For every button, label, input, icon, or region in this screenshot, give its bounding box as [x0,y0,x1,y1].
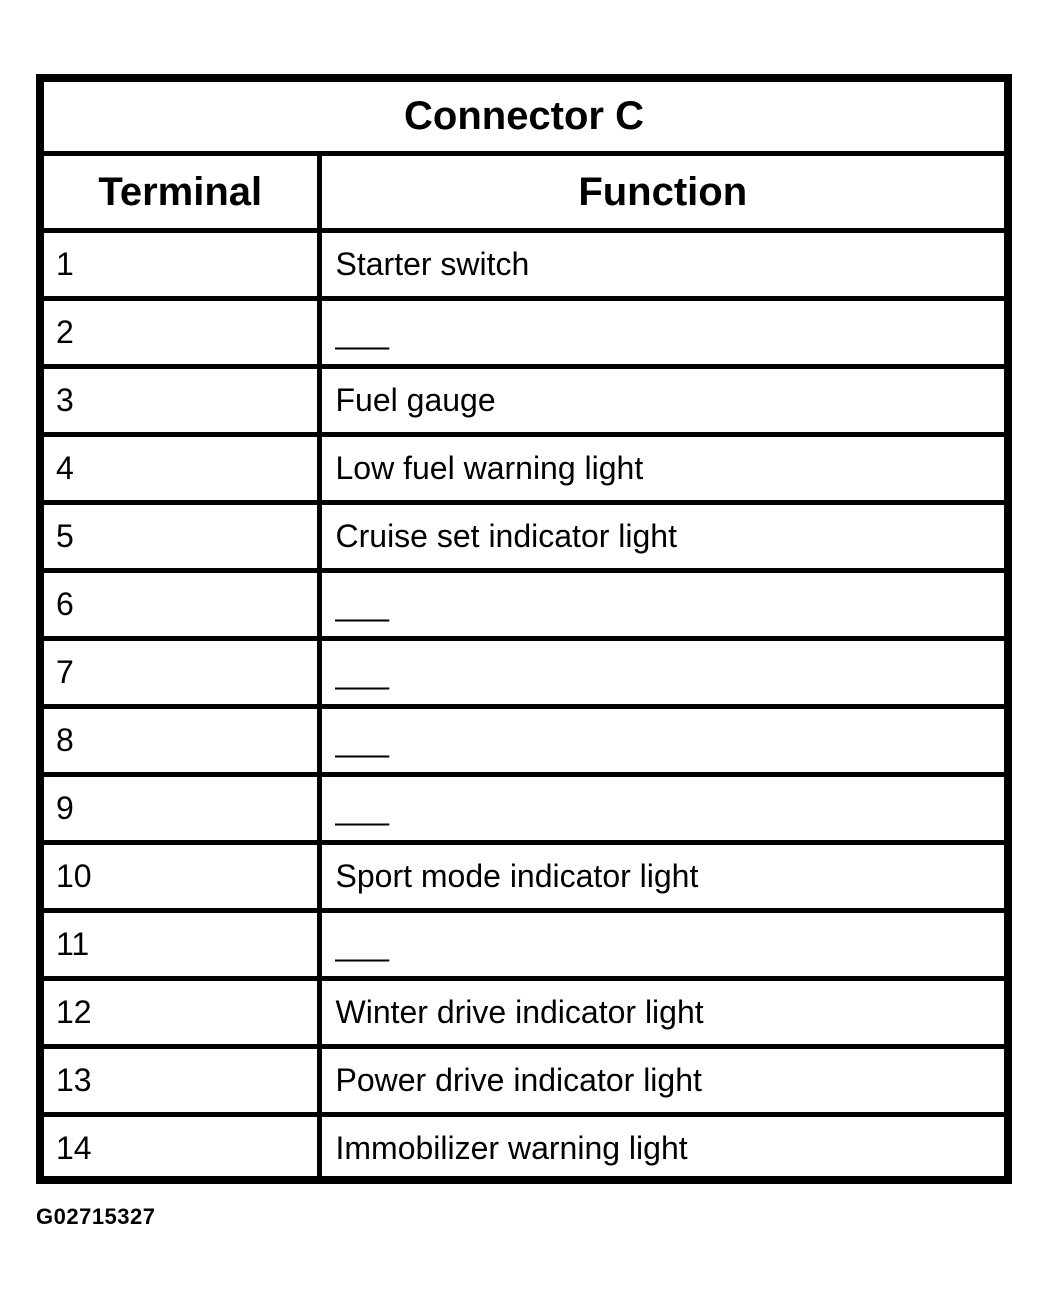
column-header-terminal: Terminal [44,154,319,231]
function-cell: Power drive indicator light [319,1047,1004,1115]
terminal-cell: 1 [44,231,319,299]
function-cell: ___ [319,911,1004,979]
table-row [44,911,1004,979]
table-row [44,1115,1004,1181]
function-cell: ___ [319,639,1004,707]
function-cell: Starter switch [319,231,1004,299]
function-cell: Immobilizer warning light [319,1115,1004,1181]
table-header-row [44,154,1004,231]
terminal-cell: 5 [44,503,319,571]
table-row [44,775,1004,843]
table-title: Connector C [44,82,1004,154]
table-row [44,435,1004,503]
connector-table-frame [36,74,1012,1184]
terminal-cell: 6 [44,571,319,639]
function-cell: Low fuel warning light [319,435,1004,503]
terminal-cell: 14 [44,1115,319,1181]
function-cell: Fuel gauge [319,367,1004,435]
table-row [44,843,1004,911]
table-row [44,231,1004,299]
function-cell: ___ [319,571,1004,639]
function-cell: Winter drive indicator light [319,979,1004,1047]
function-cell: Sport mode indicator light [319,843,1004,911]
terminal-cell: 3 [44,367,319,435]
terminal-cell: 11 [44,911,319,979]
function-cell: ___ [319,775,1004,843]
table-row [44,979,1004,1047]
table-row [44,571,1004,639]
table-row [44,639,1004,707]
terminal-cell: 7 [44,639,319,707]
figure-code: G02715327 [36,1204,156,1229]
column-header-function: Function [319,154,1004,231]
table-row [44,367,1004,435]
terminal-cell: 4 [44,435,319,503]
function-cell: ___ [319,299,1004,367]
function-cell: Cruise set indicator light [319,503,1004,571]
table-row [44,503,1004,571]
table-row [44,1047,1004,1115]
terminal-cell: 13 [44,1047,319,1115]
terminal-cell: 8 [44,707,319,775]
terminal-cell: 2 [44,299,319,367]
terminal-cell: 12 [44,979,319,1047]
terminal-cell: 9 [44,775,319,843]
table-title-row [44,82,1004,154]
function-cell: ___ [319,707,1004,775]
terminal-cell: 10 [44,843,319,911]
table-row [44,299,1004,367]
connector-table [44,82,1004,1180]
table-row [44,707,1004,775]
